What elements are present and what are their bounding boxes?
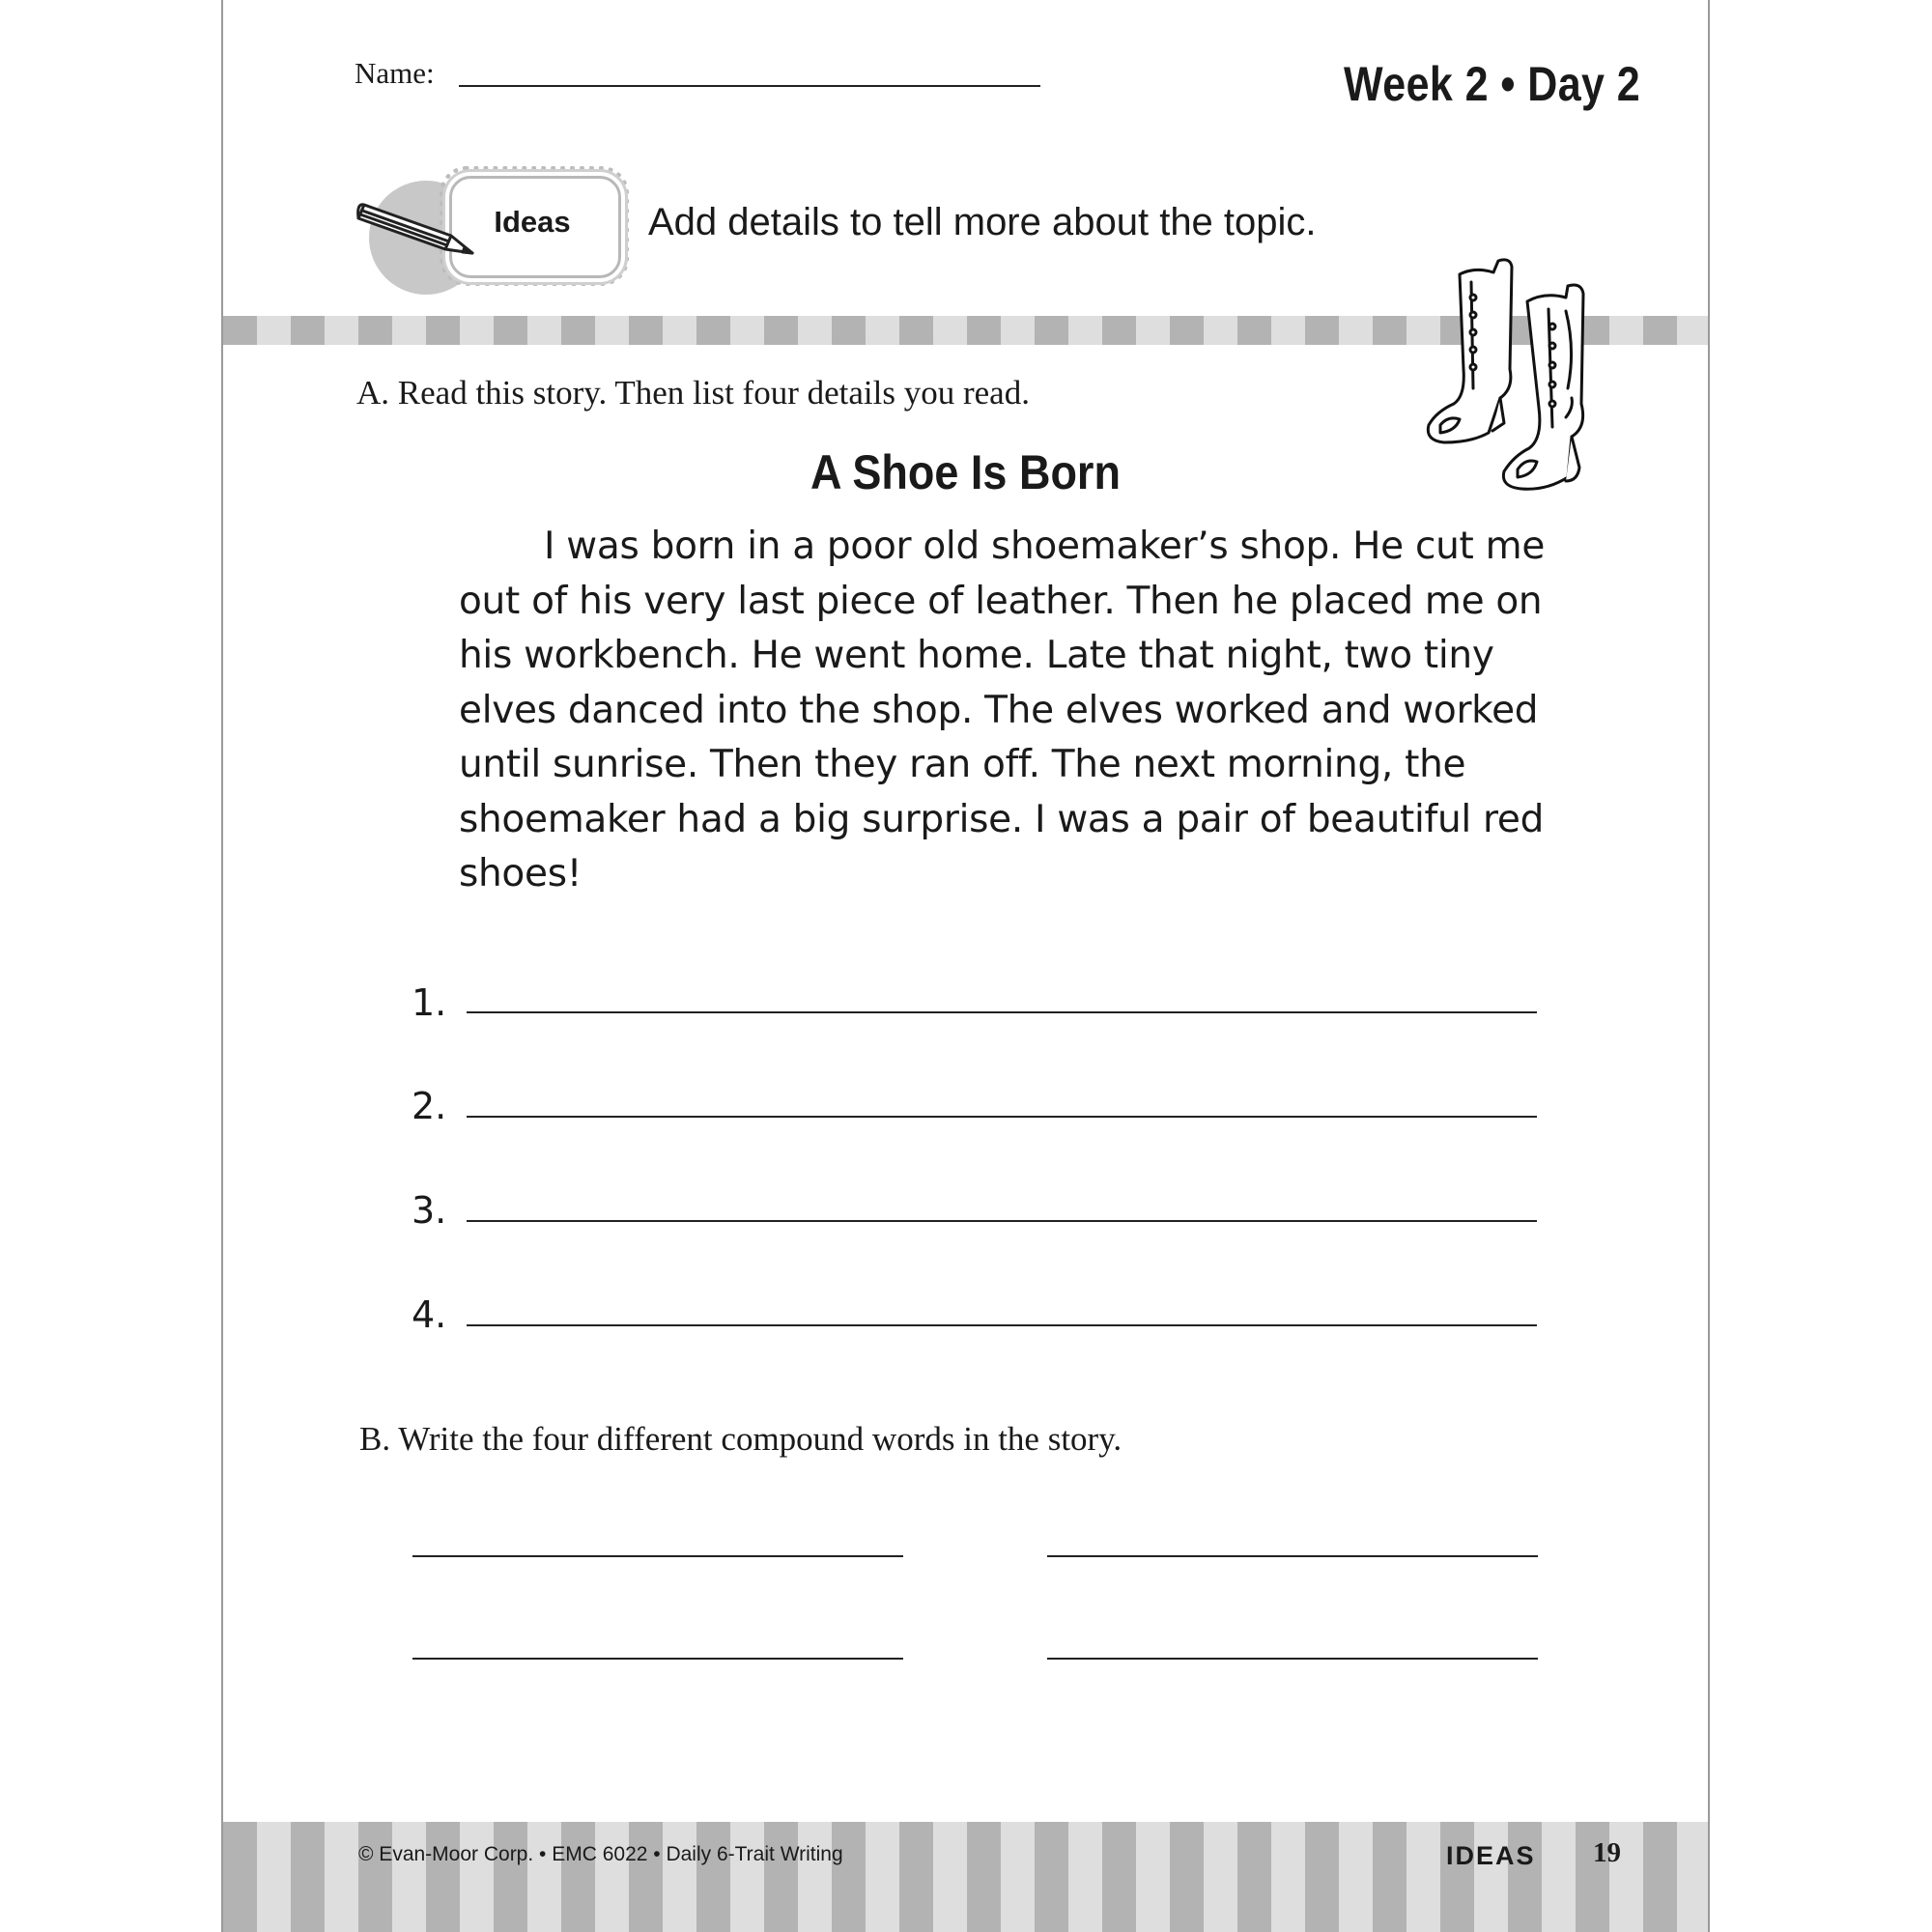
page-number: 19	[1593, 1837, 1621, 1868]
answer-line-2[interactable]	[467, 1116, 1537, 1118]
compound-word-line-1[interactable]	[412, 1555, 903, 1557]
pencil-icon	[355, 193, 490, 261]
trait-badge-label: Ideas	[494, 205, 571, 239]
answer-number-2: 2.	[412, 1085, 447, 1127]
footer-copyright: © Evan-Moor Corp. • EMC 6022 • Daily 6-Trait Writing	[358, 1843, 843, 1865]
trait-instruction: Add details to tell more about the topic.	[648, 201, 1317, 243]
answer-line-1[interactable]	[467, 1011, 1537, 1013]
answer-line-4[interactable]	[467, 1324, 1537, 1326]
worksheet-page	[221, 0, 1710, 1932]
answer-line-3[interactable]	[467, 1220, 1537, 1222]
compound-word-line-2[interactable]	[1047, 1555, 1538, 1557]
name-input-line[interactable]	[459, 85, 1040, 87]
story-paragraph: I was born in a poor old shoemaker’s shop. He cut me out of his very last piece of leather. Then he placed me on his workbench. He went home. Late that night, two tiny elves danced into the shop. The elves worked and worked until sunrise. Then they ran off. The next morning, the shoemaker had a big surprise. I was a pair of beautiful red shoes!	[459, 525, 1546, 895]
story-text	[459, 520, 1550, 902]
story-title: A Shoe Is Born	[810, 445, 1121, 499]
section-a-prompt: A. Read this story. Then list four details you read.	[356, 374, 1030, 412]
section-b-prompt: B. Write the four different compound words in the story.	[359, 1420, 1122, 1458]
compound-word-line-4[interactable]	[1047, 1658, 1538, 1660]
name-label: Name:	[355, 56, 435, 90]
compound-word-line-3[interactable]	[412, 1658, 903, 1660]
answer-number-4: 4.	[412, 1293, 447, 1336]
footer-stripe-band	[223, 1822, 1708, 1932]
footer-trait: IDEAS	[1446, 1841, 1536, 1870]
week-day-title: Week 2 • Day 2	[1343, 57, 1640, 111]
answer-number-1: 1.	[412, 981, 447, 1024]
answer-number-3: 3.	[412, 1189, 447, 1232]
